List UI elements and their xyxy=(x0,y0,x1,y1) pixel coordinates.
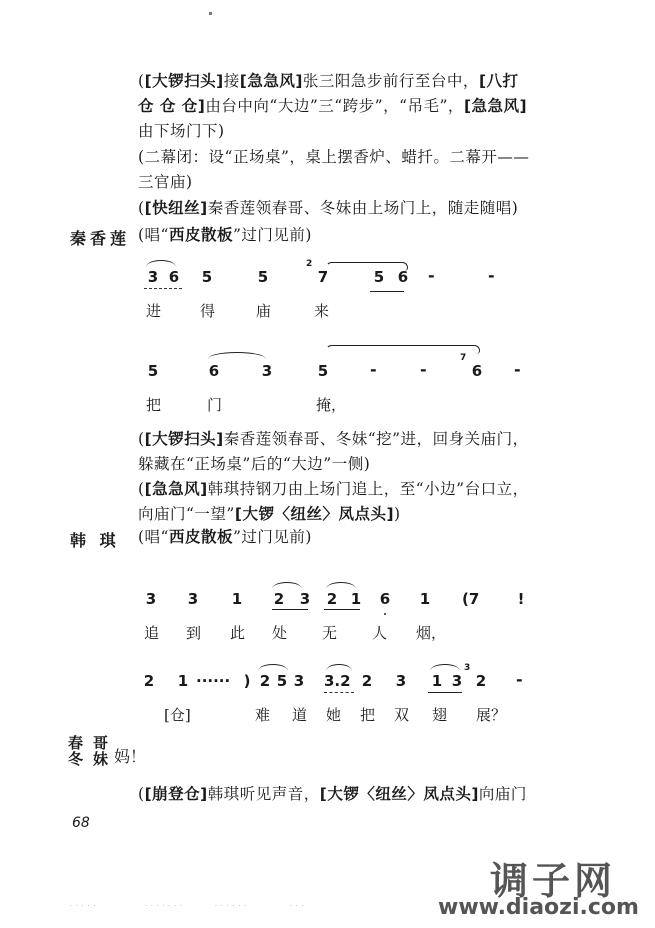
jianpu-note: 2 xyxy=(361,672,373,690)
jianpu-note: 3 xyxy=(187,590,199,608)
singing-instruction-2 xyxy=(138,525,578,550)
grace-note: 3 xyxy=(464,663,471,673)
underline-mark xyxy=(370,291,404,292)
direction-text: 张三阳急步前行至台中， xyxy=(302,72,479,90)
tie-mark xyxy=(326,345,480,354)
jianpu-note: 3 xyxy=(451,672,463,690)
direction-text: (唱“ xyxy=(138,226,169,244)
underline-mark xyxy=(428,692,462,693)
scan-artifact: · · · xyxy=(290,903,305,910)
lyric-syllable: 掩， xyxy=(316,396,347,414)
percussion-cue: [急急风] xyxy=(144,480,208,498)
direction-text: ) xyxy=(394,505,401,523)
lyric-syllable: 人 xyxy=(372,624,388,642)
percussion-cue: [快纽丝] xyxy=(144,199,208,217)
jianpu-note: 5 xyxy=(276,672,288,690)
direction-text: ( xyxy=(138,72,145,90)
direction-text: 由台中向“大边”三“跨步”，“吊毛”， xyxy=(205,97,464,115)
jianpu-note: 3 xyxy=(145,590,157,608)
sustain-dash: - xyxy=(370,360,377,379)
direction-text: 韩琪听见声音， xyxy=(207,785,320,803)
jianpu-note: 6 xyxy=(208,362,220,380)
jianpu-note: 5 xyxy=(257,268,269,286)
role-name-dongmei: 冬妹 xyxy=(68,750,119,768)
jianpu-note: (7 xyxy=(462,590,480,608)
lyric-syllable: 展？ xyxy=(476,706,507,724)
jianpu-note: 3 xyxy=(395,672,407,690)
direction-text: 向庙门“一望” xyxy=(138,505,235,523)
jianpu-note: 1 xyxy=(350,590,362,608)
jianpu-note: 6 xyxy=(379,590,391,608)
lyric-syllable: 庙 xyxy=(256,302,272,320)
jianpu-note: 2 xyxy=(259,672,271,690)
role-name-qin-xianglian: 秦香莲 xyxy=(70,229,131,248)
direction-text: (二幕闭：设“正场桌”，桌上摆香炉、蜡扦。二幕开—— xyxy=(138,148,530,166)
jianpu-note: 3.2 xyxy=(324,672,351,690)
direction-text: 接 xyxy=(223,72,240,90)
direction-line xyxy=(138,477,578,502)
direction-text: 由下场门下) xyxy=(138,122,225,140)
lyric-syllable: 处 xyxy=(272,624,288,642)
percussion-cue: 仓 仓 仓] xyxy=(138,97,206,115)
percussion-cue: [八打 xyxy=(478,72,519,90)
sustain-dash: - xyxy=(420,360,427,379)
jianpu-note: ) xyxy=(243,672,251,690)
direction-line xyxy=(138,170,578,195)
watermark-url[interactable]: www.diaozi.com xyxy=(438,895,639,920)
jianpu-note: 3 xyxy=(261,362,273,380)
jianpu-note: 7 xyxy=(317,268,329,286)
slur-mark xyxy=(146,260,176,267)
jianpu-note: 5 xyxy=(373,268,385,286)
direction-line xyxy=(138,94,578,119)
sustain-dash: - xyxy=(488,266,495,285)
role-name-chunge: 春哥 xyxy=(68,734,119,752)
lyric-syllable: 进 xyxy=(146,302,162,320)
lyric-syllable: 烟， xyxy=(416,624,447,642)
lyric-syllable: 她 xyxy=(326,706,342,724)
percussion-cue: 西皮散板 xyxy=(168,226,233,244)
jianpu-note: 2 xyxy=(273,590,285,608)
percussion-cue: [崩登仓] xyxy=(144,785,208,803)
sustain-dash: - xyxy=(516,670,523,689)
jianpu-note: 6 xyxy=(397,268,409,286)
singing-instruction-1 xyxy=(138,223,578,248)
jianpu-note: 5 xyxy=(317,362,329,380)
direction-line xyxy=(138,452,578,477)
stage-direction-2 xyxy=(138,145,578,195)
jianpu-note: 6 xyxy=(168,268,180,286)
direction-text: 秦香莲领春哥、冬妹“挖”进，回身关庙门， xyxy=(223,430,529,448)
lyric-syllable: [仓] xyxy=(164,706,191,724)
lyric-syllable: 此 xyxy=(230,624,246,642)
direction-line xyxy=(138,782,578,807)
underline-mark xyxy=(144,288,182,289)
watermark-site-name: 调子网 xyxy=(490,859,617,903)
stage-direction-3 xyxy=(138,196,578,221)
direction-text: (唱“ xyxy=(138,528,169,546)
stage-direction-5 xyxy=(138,477,578,527)
lyric-syllable: 得 xyxy=(200,302,216,320)
lyric-syllable: 难 xyxy=(255,706,271,724)
direction-line xyxy=(138,525,578,550)
slur-mark xyxy=(326,664,352,671)
percussion-cue: [大锣〈纽丝〉凤点头] xyxy=(319,785,479,803)
lyric-syllable: 来 xyxy=(314,302,330,320)
direction-text: 三官庙) xyxy=(138,173,193,191)
direction-line xyxy=(138,196,578,221)
jianpu-note: 3 xyxy=(299,590,311,608)
direction-line xyxy=(138,427,578,452)
underline-mark xyxy=(324,609,360,610)
direction-line xyxy=(138,223,578,248)
scan-artifact: · · · · · xyxy=(70,903,97,910)
slur-mark xyxy=(258,664,288,671)
scan-mark xyxy=(209,12,212,15)
lyric-syllable: 到 xyxy=(186,624,202,642)
direction-line xyxy=(138,502,578,527)
direction-text: ”过门见前) xyxy=(233,528,312,546)
stage-direction-6 xyxy=(138,782,578,807)
page-number: 68 xyxy=(72,815,90,831)
grace-note: 7 xyxy=(460,353,467,363)
grace-note: 2 xyxy=(306,259,313,269)
jianpu-note: 2 xyxy=(326,590,338,608)
sustain-dash: - xyxy=(514,360,521,379)
slur-mark xyxy=(208,352,266,359)
direction-text: ( xyxy=(138,785,145,803)
percussion-cue: [大锣扫头] xyxy=(144,72,224,90)
lyric-syllable: 门 xyxy=(207,396,223,414)
direction-text: ( xyxy=(138,430,145,448)
slur-mark xyxy=(326,582,356,589)
sustain-dash: - xyxy=(428,266,435,285)
lyric-syllable: 无 xyxy=(322,624,338,642)
direction-text: 韩琪持钢刀由上场门追上，至“小边”台口立， xyxy=(207,480,529,498)
lyric-syllable: 追 xyxy=(144,624,160,642)
lyric-syllable: 把 xyxy=(146,396,162,414)
role-name-han-qi: 韩 琪 xyxy=(70,531,120,550)
low-octave-dot xyxy=(384,613,386,615)
slur-mark xyxy=(430,664,460,671)
lyric-syllable: 双 xyxy=(394,706,410,724)
jianpu-note: 2 xyxy=(143,672,155,690)
direction-text: ( xyxy=(138,199,145,217)
lyric-syllable: 翅 xyxy=(432,706,448,724)
underline-mark xyxy=(272,609,308,610)
chorus-line: 妈！ xyxy=(114,747,147,766)
jianpu-note: 3 xyxy=(147,268,159,286)
jianpu-note: 1 xyxy=(177,672,189,690)
jianpu-note: ! xyxy=(517,590,525,608)
jianpu-note: 2 xyxy=(475,672,487,690)
underline-mark xyxy=(324,692,354,693)
percussion-cue: [急急风] xyxy=(463,97,528,115)
jianpu-note: 3 xyxy=(293,672,305,690)
scan-artifact: · · · · · · · xyxy=(145,903,183,910)
direction-line xyxy=(138,69,578,94)
direction-line xyxy=(138,145,578,170)
direction-text: 秦香莲领春哥、冬妹由上场门上，随走随唱) xyxy=(207,199,519,217)
direction-text: 躲藏在“正场桌”后的“大边”一侧) xyxy=(138,455,371,473)
jianpu-note: 1 xyxy=(231,590,243,608)
lyric-syllable: 道 xyxy=(292,706,308,724)
stage-direction-4 xyxy=(138,427,578,477)
percussion-cue: 西皮散板 xyxy=(168,528,233,546)
jianpu-note: 1 xyxy=(419,590,431,608)
jianpu-note: 1 xyxy=(431,672,443,690)
direction-text: 向庙门 xyxy=(478,785,527,803)
jianpu-note: 6 xyxy=(471,362,483,380)
percussion-cue: [大锣〈纽丝〉凤点头] xyxy=(234,505,395,523)
direction-text: ”过门见前) xyxy=(233,226,312,244)
lyric-syllable: 把 xyxy=(360,706,376,724)
percussion-cue: [急急风] xyxy=(239,72,303,90)
jianpu-note: 5 xyxy=(201,268,213,286)
jianpu-note: 5 xyxy=(147,362,159,380)
slur-mark xyxy=(272,582,302,589)
jianpu-note: ······ xyxy=(196,672,231,690)
direction-text: ( xyxy=(138,480,145,498)
direction-line xyxy=(138,119,578,144)
percussion-cue: [大锣扫头] xyxy=(144,430,224,448)
tie-mark xyxy=(326,262,408,271)
stage-direction-1 xyxy=(138,69,578,144)
scan-artifact: · · · · · · xyxy=(215,903,247,910)
